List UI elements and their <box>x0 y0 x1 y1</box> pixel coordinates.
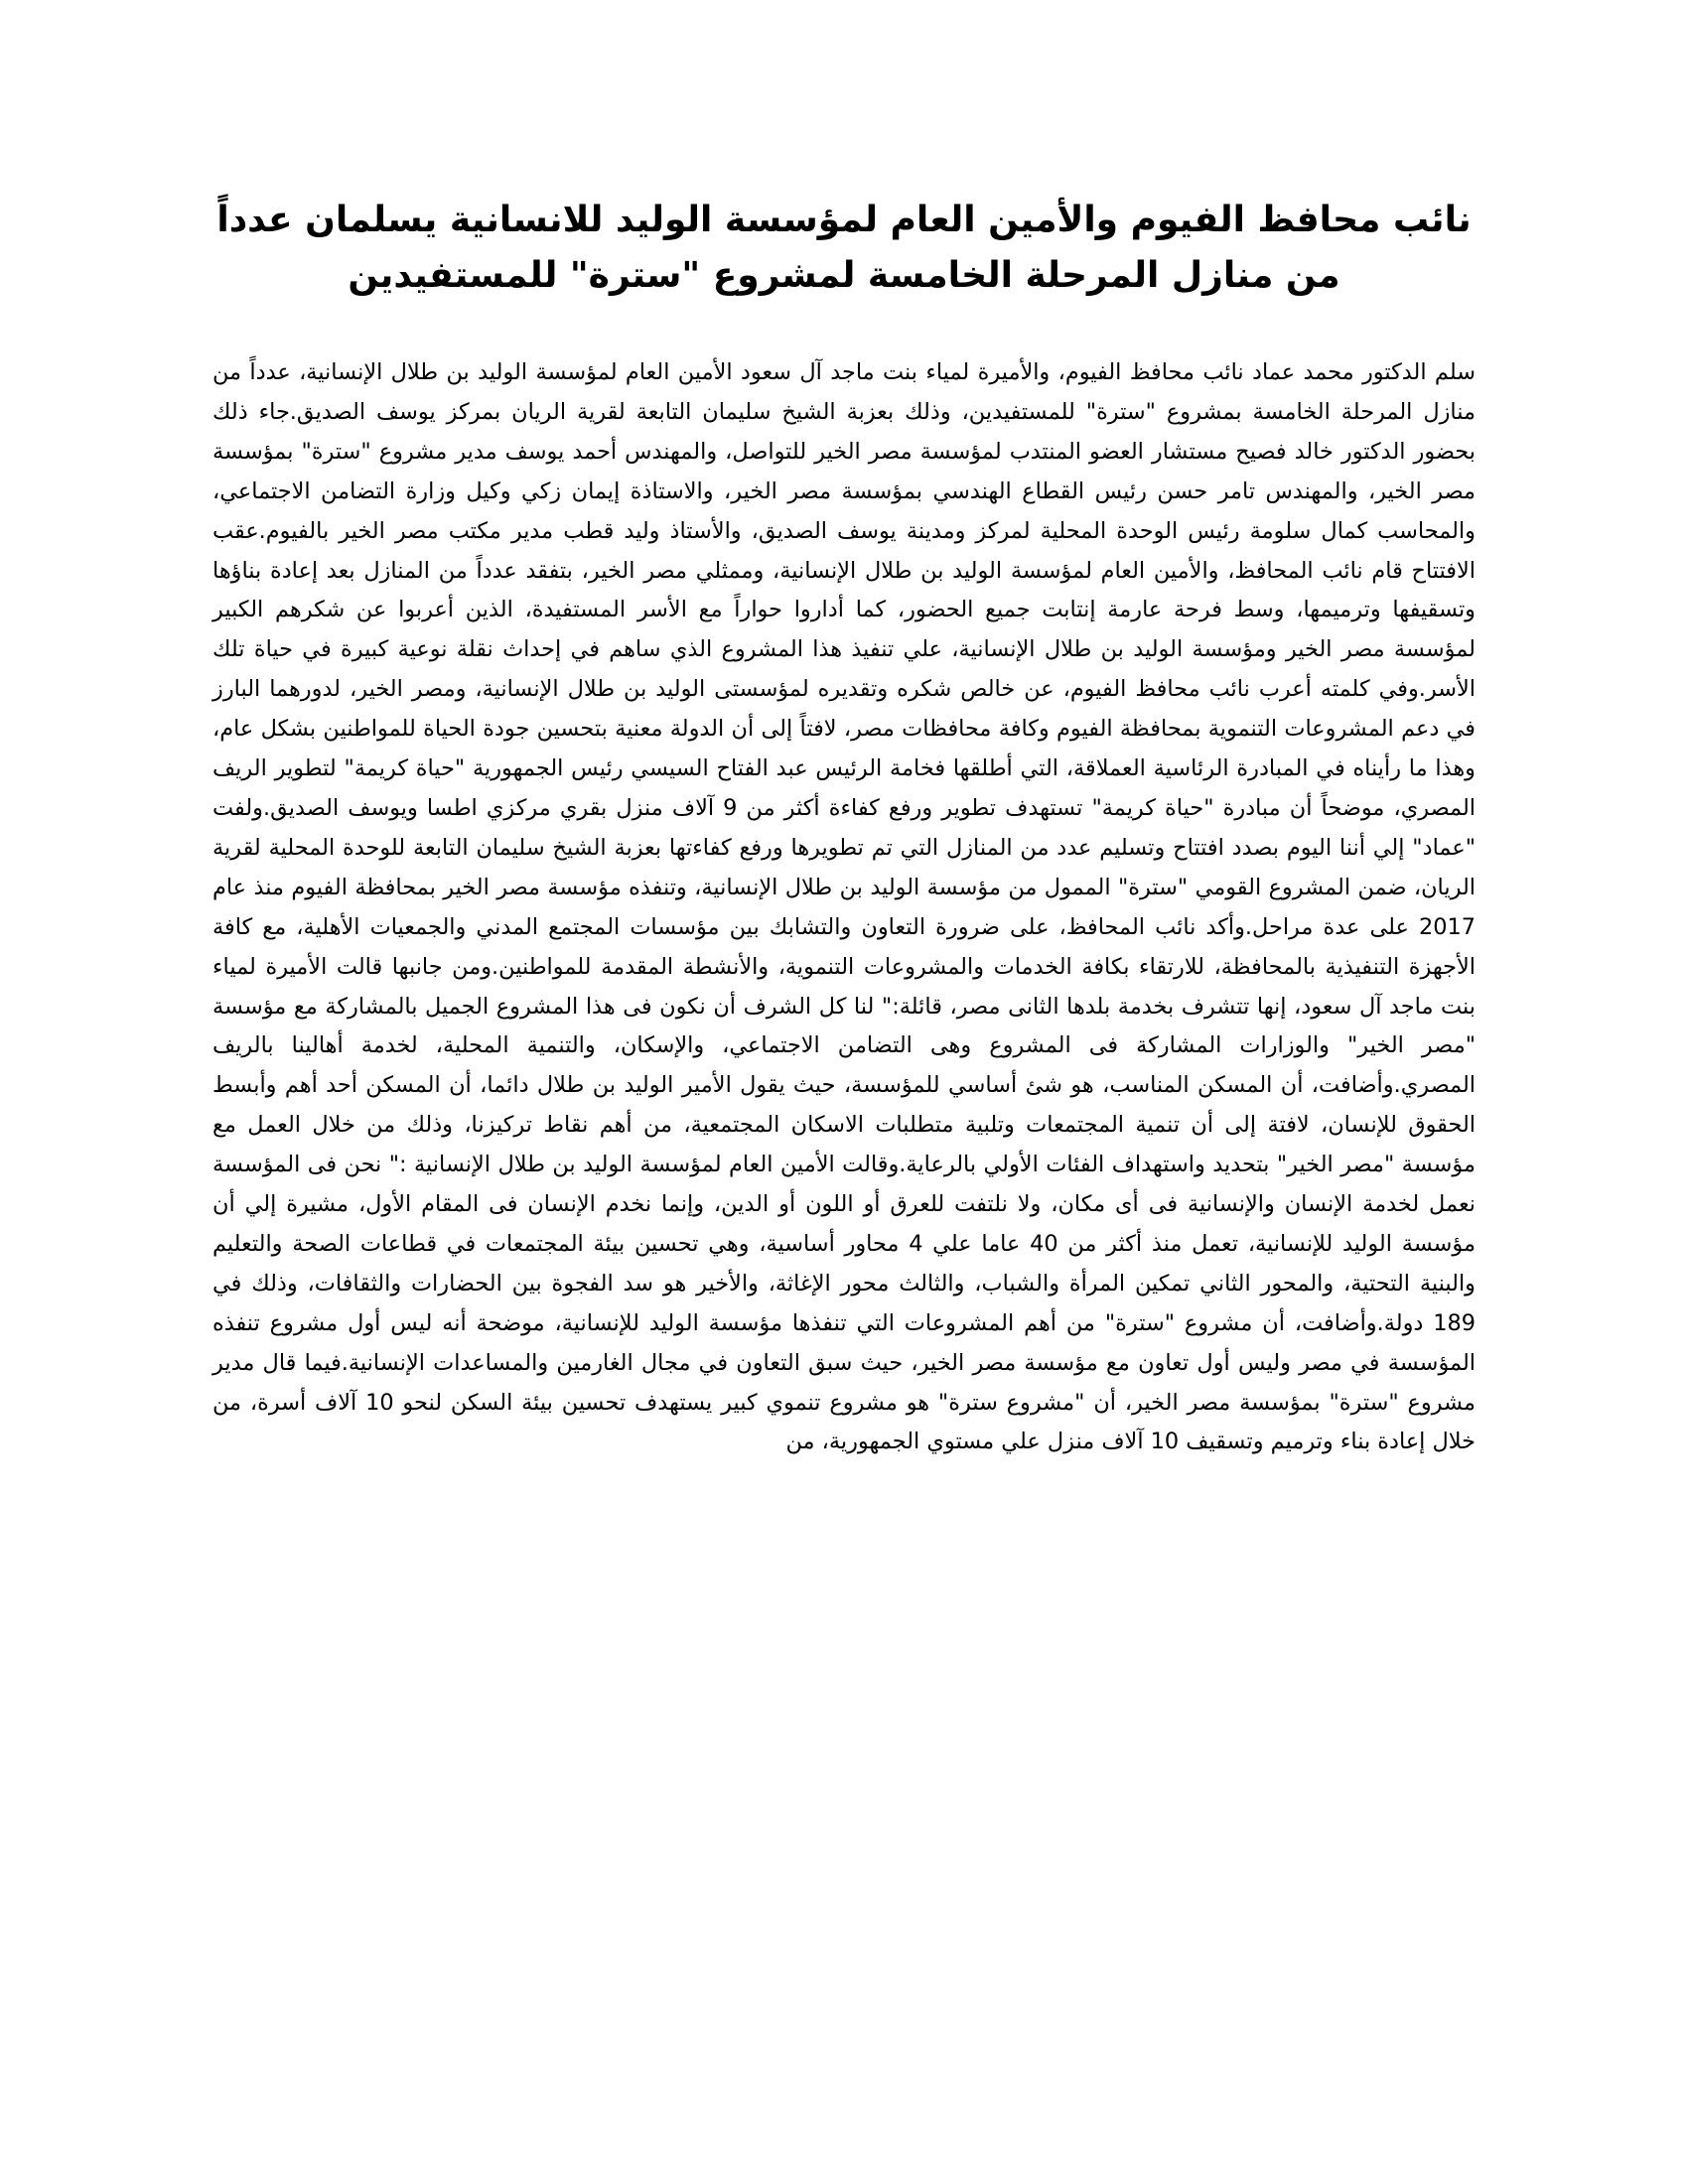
article-body: سلم الدكتور محمد عماد نائب محافظ الفيوم، والأميرة لمياء بنت ماجد آل سعود الأمين العام لمؤسسة الوليد بن طلال الإنسانية، عدداً من منازل المرحلة الخامسة بمشروع "سترة" للمستفيدين، وذلك بعزبة الشيخ سليمان التابعة لقرية الريان بمركز يوسف الصديق.جاء ذلك بحضور الدكتور خالد فصيح مستشار العضو المنتدب لمؤسسة مصر الخير للتواصل، والمهندس أحمد يوسف مدير مشروع "سترة" بمؤسسة مصر الخير، والمهندس تامر حسن رئيس القطاع الهندسي بمؤسسة مصر الخير، والاستاذة إيمان زكي وكيل وزارة التضامن الاجتماعي، والمحاسب كمال سلومة رئيس الوحدة المحلية لمركز ومدينة يوسف الصديق، والأستاذ وليد قطب مدير مكتب مصر الخير بالفيوم.عقب الافتتاح قام نائب المحافظ، والأمين العام لمؤسسة الوليد بن طلال الإنسانية، وممثلي مصر الخير، بتفقد عدداً من المنازل بعد إعادة بناؤها وتسقيفها وترميمها، وسط فرحة عارمة إنتابت جميع الحضور، كما أداروا حواراً مع الأسر المستفيدة، الذين أعربوا عن شكرهم الكبير لمؤسسة مصر الخير ومؤسسة الوليد بن طلال الإنسانية، علي تنفيذ هذا المشروع الذي ساهم في إحداث نقلة نوعية كبيرة في حياة تلك الأسر.وفي كلمته أعرب نائب محافظ الفيوم، عن خالص شكره وتقديره لمؤسستى الوليد بن طلال الإنسانية، ومصر الخير، لدورهما البارز في دعم المشروعات التنموية بمحافظة الفيوم وكافة محافظات مصر، لافتاً إلى أن الدولة معنية بتحسين جودة الحياة للمواطنين بشكل عام، وهذا ما رأيناه في المبادرة الرئاسية العملاقة، التي أطلقها فخامة الرئيس عبد الفتاح السيسي رئيس الجمهورية "حياة كريمة" لتطوير الريف المصري، موضحاً أن مبادرة "حياة كريمة" تستهدف تطوير ورفع كفاءة أكثر من 9 آلاف منزل بقري مركزي اطسا ويوسف الصديق.ولفت "عماد" إلي أننا اليوم بصدد افتتاح وتسليم عدد من المنازل التي تم تطويرها ورفع كفاءتها بعزبة الشيخ سليمان التابعة للوحدة المحلية لقرية الريان، ضمن المشروع القومي "سترة" الممول من مؤسسة الوليد بن طلال الإنسانية، وتنفذه مؤسسة مصر الخير بمحافظة الفيوم منذ عام 2017 على عدة مراحل.وأكد نائب المحافظ، على ضرورة التعاون والتشابك بين مؤسسات المجتمع المدني والجمعيات الأهلية، مع كافة الأجهزة التنفيذية بالمحافظة، للارتقاء بكافة الخدمات والمشروعات التنموية، والأنشطة المقدمة للمواطنين.ومن جانبها قالت الأميرة لمياء بنت ماجد آل سعود، إنها تتشرف بخدمة بلدها الثانى مصر، قائلة:" لنا كل الشرف أن نكون فى هذا المشروع الجميل بالمشاركة مع مؤسسة "مصر الخير" والوزارات المشاركة فى المشروع وهى التضامن الاجتماعي، والإسكان، والتنمية المحلية، لخدمة أهالينا بالريف المصري.وأضافت، أن المسكن المناسب، هو شئ أساسي للمؤسسة، حيث يقول الأمير الوليد بن طلال دائما، أن المسكن أحد أهم وأبسط الحقوق للإنسان، لافتة إلى أن تنمية المجتمعات وتلبية متطلبات الاسكان المجتمعية، من أهم نقاط تركيزنا، وذلك من خلال العمل مع مؤسسة "مصر الخير" بتحديد واستهداف الفئات الأولي بالرعاية.وقالت الأمين العام لمؤسسة الوليد بن طلال الإنسانية :" نحن فى المؤسسة نعمل لخدمة الإنسان والإنسانية فى أى مكان، ولا نلتفت للعرق أو اللون أو الدين، وإنما نخدم الإنسان فى المقام الأول، مشيرة إلي أن مؤسسة الوليد للإنسانية، تعمل منذ أكثر من 40 عاما علي 4 محاور أساسية، وهي تحسين بيئة المجتمعات في قطاعات الصحة والتعليم والبنية التحتية، والمحور الثاني تمكين المرأة والشباب، والثالث محور الإغاثة، والأخير هو سد الفجوة بين الحضارات والثقافات، وذلك في 189 دولة.وأضافت، أن مشروع "سترة" من أهم المشروعات التي تنفذها مؤسسة الوليد للإنسانية، موضحة أنه ليس أول مشروع تنفذه المؤسسة في مصر وليس أول تعاون مع مؤسسة مصر الخير، حيث سبق التعاون في مجال الغارمين والمساعدات الإنسانية.فيما قال مدير مشروع "سترة" بمؤسسة مصر الخير، أن "مشروع سترة" هو مشروع تنموي كبير يستهدف تحسين بيئة السكن لنحو 10 آلاف أسرة، من خلال إعادة بناء وترميم وتسقيف 10 آلاف منزل علي مستوي الجمهورية، من <box>212 359 1476 1455</box>
article-title: نائب محافظ الفيوم والأمين العام لمؤسسة الوليد للانسانية يسلمان عدداً من منازل المرحلة الخامسة لمشروع "سترة" للمستفيدين <box>216 200 1472 296</box>
